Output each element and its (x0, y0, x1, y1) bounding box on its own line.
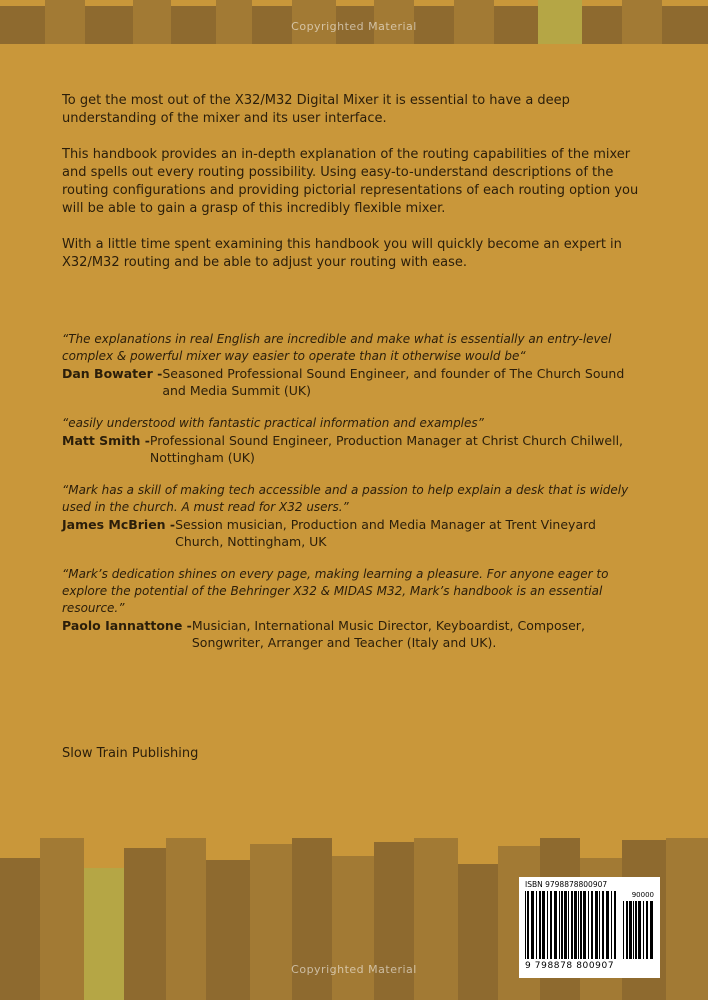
barcode-bar (623, 901, 624, 959)
intro-paragraph: With a little time spent examining this handbook you will quickly become an expert in X32/M32 routing and be able to adjust your routing with ease. (62, 237, 622, 270)
testimonial (62, 482, 647, 550)
barcode-bar (626, 901, 628, 959)
barcode-bar (539, 891, 541, 959)
barcode-bar (599, 891, 600, 959)
barcode-bar (629, 901, 632, 959)
testimonial-role: Musician, International Music Director, Keyboardist, Composer, Songwriter, Arranger and Teacher (Italy and UK). (191, 618, 585, 650)
testimonial-attribution (62, 432, 647, 466)
barcode-bar (568, 891, 569, 959)
testimonial-name: Dan Bowater - (62, 366, 163, 381)
barcode-bar (595, 891, 598, 959)
intro-paragraph: To get the most out of the X32/M32 Digital Mixer it is essential to have a deep understanding of the mixer and its user interface. (62, 93, 570, 126)
barcode-bar (583, 891, 586, 959)
decorative-stripe (332, 856, 374, 1000)
barcode-bar (554, 891, 557, 959)
decorative-stripe (124, 848, 166, 1000)
barcode-bar (547, 891, 548, 959)
barcode-bar (635, 901, 637, 959)
barcode-bar (643, 901, 644, 959)
barcode-bar (614, 891, 616, 959)
barcode-bar (574, 891, 577, 959)
barcode-bar (588, 891, 589, 959)
barcode-bars-main (525, 891, 617, 959)
decorative-stripe (84, 868, 124, 1000)
barcode-bar (564, 891, 567, 959)
decorative-stripe (0, 858, 40, 1000)
barcode-bar (638, 901, 641, 959)
testimonial-attribution (62, 516, 647, 550)
decorative-stripe (206, 860, 250, 1000)
decorative-stripe (250, 844, 292, 1000)
testimonial-name: James McBrien - (62, 517, 176, 532)
testimonial-attribution (62, 617, 647, 651)
barcode-bar (580, 891, 582, 959)
watermark-bottom: Copyrighted Material (291, 963, 417, 976)
isbn-label: ISBN 9798878800907 (525, 880, 608, 889)
barcode-bar (559, 891, 560, 959)
barcode-bar (606, 891, 609, 959)
barcode-digits: 9 798878 800907 (525, 961, 615, 971)
barcode-bar (650, 901, 653, 959)
testimonial-quote: “easily understood with fantastic practical information and examples” (62, 416, 484, 430)
publisher-name: Slow Train Publishing (62, 746, 199, 761)
barcode-bar (527, 891, 529, 959)
watermark-top: Copyrighted Material (291, 20, 417, 33)
barcode-bars-addon (623, 901, 653, 959)
barcode-bar (536, 891, 537, 959)
testimonial (62, 331, 647, 399)
barcode-bar (611, 891, 612, 959)
testimonial-quote: “Mark has a skill of making tech accessible and a passion to help explain a desk that is widely used in the church. A must read for X32 users.” (62, 483, 629, 514)
testimonial-role: Professional Sound Engineer, Production Manager at Christ Church Chilwell, Nottingham (UK) (149, 433, 624, 465)
testimonial-quote: “The explanations in real English are incredible and make what is essentially an entry-level complex & powerful mixer way easier to operate than it otherwise would be“ (62, 332, 612, 363)
intro-section (62, 92, 644, 290)
testimonial-name: Paolo Iannattone - (62, 618, 192, 633)
barcode-bar (531, 891, 534, 959)
barcode-bar (542, 891, 545, 959)
barcode-bar (602, 891, 604, 959)
testimonials-section (62, 331, 647, 667)
testimonial-role: Session musician, Production and Media Manager at Trent Vineyard Church, Nottingham, UK (175, 517, 596, 549)
barcode-bar (633, 901, 634, 959)
testimonial-attribution (62, 365, 647, 399)
barcode-addon-number: 90000 (631, 891, 654, 899)
testimonial-role: Seasoned Professional Sound Engineer, and founder of The Church Sound and Media Summit (UK) (162, 366, 625, 398)
testimonial (62, 415, 647, 466)
barcode-bar (561, 891, 563, 959)
barcode-bar (571, 891, 573, 959)
barcode-bar (578, 891, 579, 959)
intro-paragraph: This handbook provides an in-depth explanation of the routing capabilities of the mixer and spells out every routing possibility. Using easy-to-understand descriptions of the routing configurations and providing pictorial representations of each routing option you will be able to gain a grasp of this incredibly flexible mixer. (62, 147, 639, 216)
barcode-bar (550, 891, 552, 959)
barcode-bar (591, 891, 593, 959)
decorative-stripe (458, 864, 498, 1000)
barcode-bar (525, 891, 526, 959)
testimonial (62, 566, 647, 651)
testimonial-quote: “Mark’s dedication shines on every page, making learning a pleasure. For anyone eager to explore the potential of the Behringer X32 & MIDAS M32, Mark’s handbook is an essential resource.” (62, 567, 609, 615)
decorative-stripe (374, 842, 414, 1000)
barcode-bar (646, 901, 648, 959)
isbn-barcode (519, 877, 660, 978)
testimonial-name: Matt Smith - (62, 433, 150, 448)
